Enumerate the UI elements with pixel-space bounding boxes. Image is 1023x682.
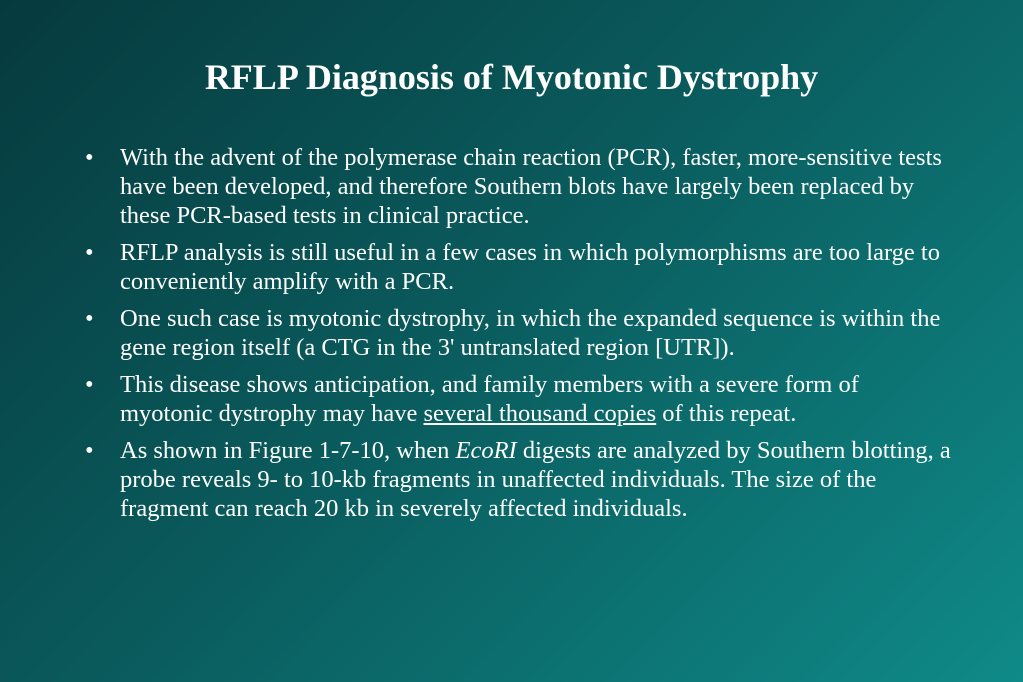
bullet-text-before: As shown in Figure 1-7-10, when	[120, 437, 456, 464]
bullet-item	[82, 304, 952, 362]
slide-title: RFLP Diagnosis of Myotonic Dystrophy	[204, 57, 819, 97]
bullet-text: One such case is myotonic dystrophy, in which the expanded sequence is within the gene region itself (a CTG in the 3' untranslated region [UTR]).	[120, 305, 941, 361]
bullet-marker: •	[85, 144, 94, 171]
bullet-marker: •	[85, 305, 94, 332]
bullet-text-after: digests are analyzed by Southern blotting, a probe reveals 9- to 10-kb fragments in unaffected individuals. The size of the fragment can reach 20 kb in severely affected individuals.	[120, 437, 951, 522]
bullet-item	[82, 370, 952, 428]
bullet-marker: •	[85, 437, 94, 464]
bullet-text: RFLP analysis is still useful in a few cases in which polymorphisms are too large to conveniently amplify with a PCR.	[120, 239, 940, 295]
bullet-item	[82, 238, 952, 296]
several-thousand-copies-link[interactable]: several thousand copies	[423, 400, 657, 427]
bullet-text-after: of this repeat.	[656, 400, 797, 427]
bullet-marker: •	[85, 371, 94, 398]
bullet-item	[82, 436, 952, 523]
bullet-text: With the advent of the polymerase chain reaction (PCR), faster, more-sensitive tests have been developed, and therefore Southern blots have largely been replaced by these PCR-based tests in clinical practice.	[120, 144, 942, 229]
bullet-item	[82, 143, 952, 230]
ecori-italic: EcoRI	[455, 437, 517, 464]
bullet-marker: •	[85, 239, 94, 266]
bullet-text-before: This disease shows anticipation, and family members with a severe form of myotonic dystrophy may have	[120, 371, 859, 427]
bullet-list	[82, 143, 952, 531]
